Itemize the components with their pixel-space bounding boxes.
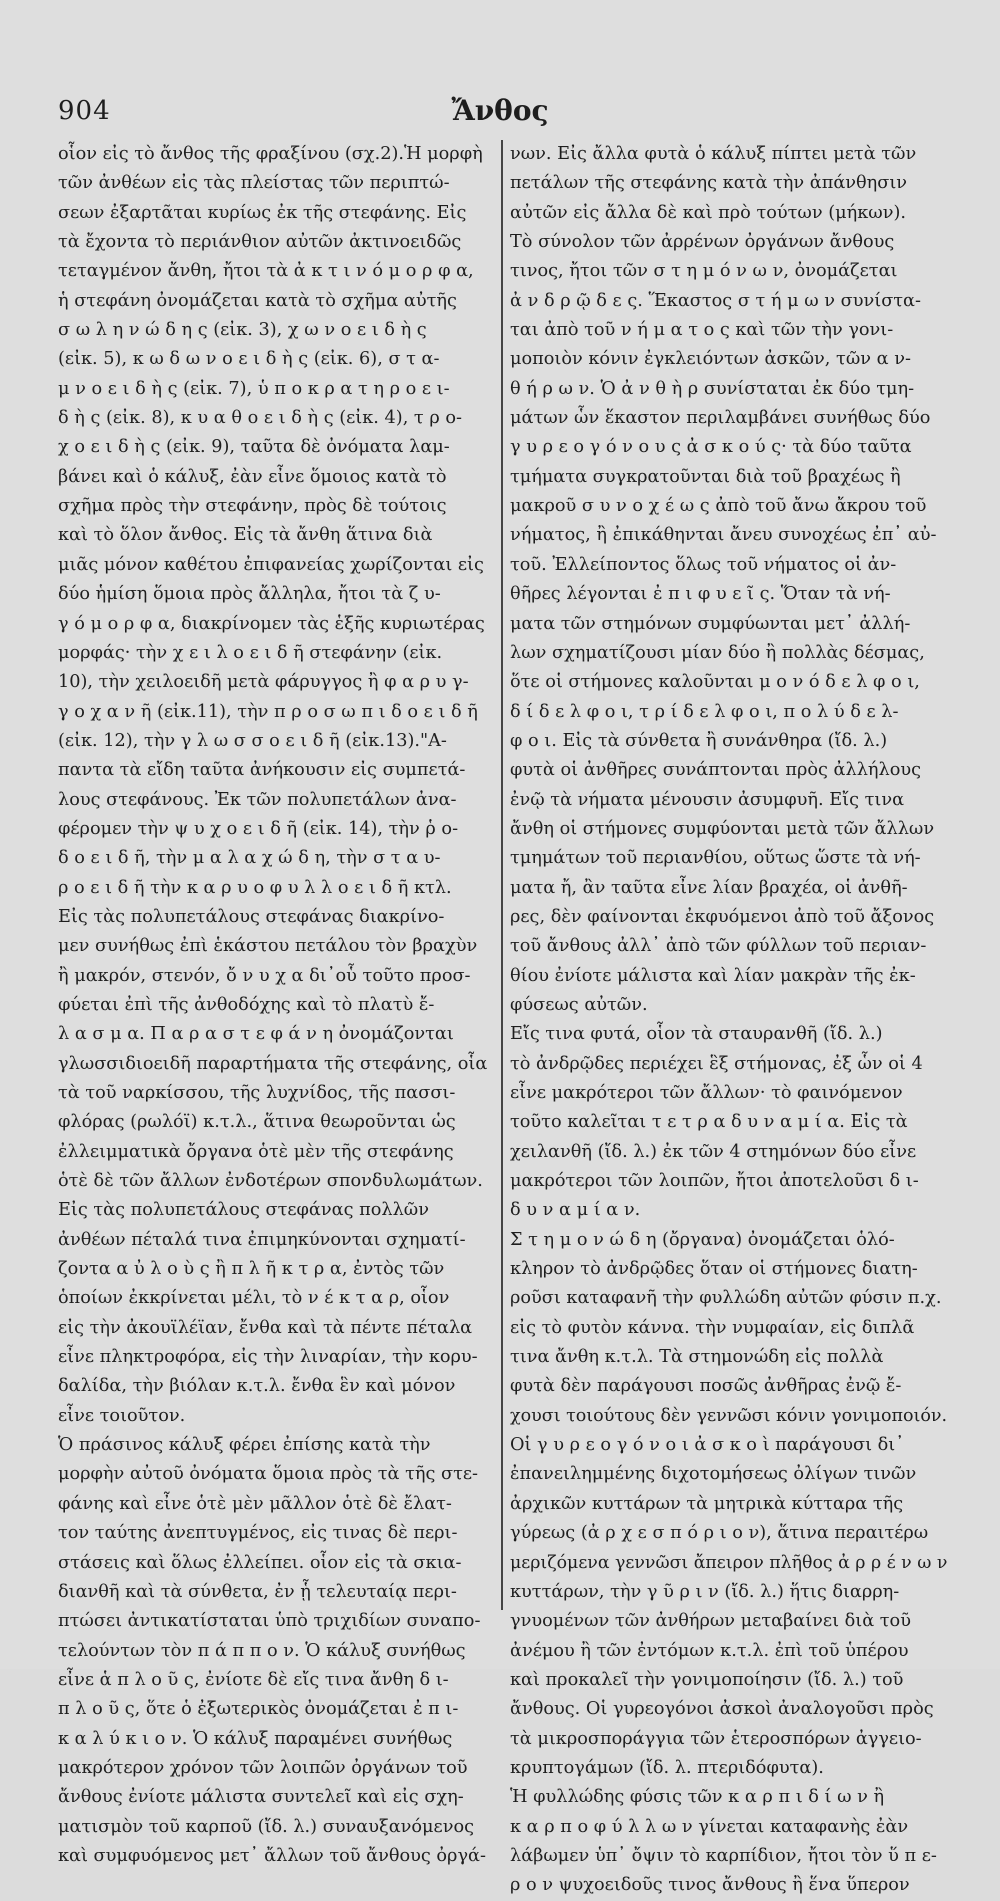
text-line: μάτων ὧν ἕκαστον περιλαμβάνει συνήθως δύο xyxy=(510,408,931,429)
text-line: φέρομεν τὴν ψ υ χ ο ε ι δ ῆ (εἰκ. 14), τὴν ῥ ο- xyxy=(58,818,459,839)
text-line: δ ο ε ι δ ῆ, τὴν μ α λ α χ ώ δ η, τὴν σ τ α υ- xyxy=(58,848,441,869)
text-line: μιᾶς μόνον καθέτου ἐπιφανείας χωρίζονται εἰς xyxy=(58,554,484,575)
text-line: λάβωμεν ὑπ᾽ ὄψιν τὸ καρπίδιον, ἤτοι τὸν ὕ π ε- xyxy=(510,1845,937,1866)
text-line: εἰς τὸ φυτὸν κάννα. τὴν νυμφαίαν, εἰς διπλᾶ xyxy=(510,1317,915,1338)
text-line: τοῦτο καλεῖται τ ε τ ρ α δ υ ν α μ ί α. Εἰς τὰ xyxy=(510,1112,908,1133)
text-line: εἰς τὴν ἀκουϊλέϊαν, ἔνθα καὶ τὰ πέντε πέταλα xyxy=(58,1317,473,1338)
text-line: ὁτὲ δὲ τῶν ἄλλων ἐνδοτέρων σπονδυλωμάτων. xyxy=(58,1171,483,1192)
text-line: δ ὴ ς (εἰκ. 8), κ υ α θ ο ε ι δ ὴ ς (εἰκ. 4), τ ρ ο- xyxy=(58,408,462,429)
column-divider xyxy=(501,140,503,1610)
text-line: ἡ στεφάνη ὀνομάζεται κατὰ τὸ σχῆμα αὐτῆς xyxy=(58,290,457,311)
text-line: τὰ τοῦ ναρκίσσου, τῆς λυχνίδος, τῆς πασσι- xyxy=(58,1083,456,1103)
text-line: μορφὴν αὐτοῦ ὀνόματα ὅμοια πρὸς τὰ τῆς στε- xyxy=(58,1464,479,1485)
text-line: τὸ ἀνδρῷδες περιέχει ἓξ στήμονας, ἐξ ὧν οἱ 4 xyxy=(510,1053,923,1074)
text-line: τεταγμένον ἄνθη, ἤτοι τὰ ἀ κ τ ι ν ό μ ο ρ φ α, xyxy=(58,261,474,282)
text-line: χειλανθῆ (ἴδ. λ.) ἐκ τῶν 4 στημόνων δύο εἶνε xyxy=(510,1141,917,1162)
text-line: μεν συνήθως ἐπὶ ἑκάστου πετάλου τὸν βραχὺν xyxy=(58,936,478,957)
text-line: κυττάρων, τὴν γ ῦ ρ ι ν (ἴδ. λ.) ἥτις διαρρη- xyxy=(510,1581,900,1602)
text-line: μακρότερον χρόνον τῶν λοιπῶν ὀργάνων τοῦ xyxy=(58,1757,468,1778)
text-line: τον ταύτης ἀνεπτυγμένος, εἰς τινας δὲ περι- xyxy=(58,1523,458,1544)
text-line: καὶ προκαλεῖ τὴν γονιμοποίησιν (ἴδ. λ.) τοῦ xyxy=(510,1669,904,1690)
text-line: μ ν ο ε ι δ ὴ ς (εἰκ. 7), ὑ π ο κ ρ α τ η ρ ο ε ι- xyxy=(58,378,450,399)
text-line: εἶνε ἁ π λ ο ῦ ς, ἐνίοτε δὲ εἴς τινα ἄνθη δ ι- xyxy=(58,1669,449,1690)
text-line: Εἰς τὰς πολυπετάλους στεφάνας πολλῶν xyxy=(58,1200,429,1221)
text-line: γύρεως (ἀ ρ χ ε σ π ό ρ ι ο ν), ἅτινα περαιτέρω xyxy=(510,1523,929,1544)
text-line: μακρότεροι τῶν λοιπῶν, ἤτοι ἀποτελοῦσι δ ι- xyxy=(510,1171,919,1192)
text-line: θίου ἐνίοτε μάλιστα καὶ λίαν μακρὰν τῆς ἐκ- xyxy=(510,965,916,986)
text-line: γ ο χ α ν ῆ (εἰκ.11), τὴν π ρ ο σ ω π ι δ ο ε ι δ ῆ xyxy=(58,701,478,722)
text-line: φάνης καὶ εἶνε ὁτὲ μὲν μᾶλλον ὁτὲ δὲ ἔλατ- xyxy=(58,1493,452,1514)
text-line: ματα τῶν στημόνων συμφύωνται μετ᾽ ἀλλή- xyxy=(510,613,911,634)
text-line: μεριζόμενα γεννῶσι ἄπειρον πλῆθος ἀ ρ ρ έ ν ω ν xyxy=(510,1552,948,1573)
text-line: φυτὰ οἱ ἀνθῆρες συνάπτονται πρὸς ἀλλήλους xyxy=(510,760,922,781)
text-line: χ ο ε ι δ ὴ ς (εἰκ. 9), ταῦτα δὲ ὀνόματα λαμ- xyxy=(58,437,450,458)
text-line: κ α λ ύ κ ι ο ν. Ὁ κάλυξ παραμένει συνήθως xyxy=(58,1728,453,1749)
text-line: (εἰκ. 5), κ ω δ ω ν ο ε ι δ ὴ ς (εἰκ. 6), σ τ α- xyxy=(58,349,440,370)
text-line: ρες, δὲν φαίνονται ἐκφυόμενοι ἀπὸ τοῦ ἄξονος xyxy=(510,906,935,927)
text-line: δαλίδα, τὴν βιόλαν κ.τ.λ. ἔνθα ἓν καὶ μόνον xyxy=(58,1376,456,1397)
text-line: τῶν ἀνθέων εἰς τὰς πλείστας τῶν περιπτώ- xyxy=(58,173,450,194)
text-line: ἀ ν δ ρ ῷ δ ε ς. Ἕκαστος σ τ ή μ ω ν συνίστα- xyxy=(510,290,921,311)
right-column xyxy=(510,140,947,1901)
text-line: γ υ ρ ε ο γ ό ν ο υ ς ἀ σ κ ο ύ ς· τὰ δύο ταῦτα xyxy=(510,437,912,458)
text-line: εἶνε πληκτροφόρα, εἰς τὴν λιναρίαν, τὴν κορυ- xyxy=(58,1347,478,1368)
text-line: Σ τ η μ ο ν ώ δ η (ὄργανα) ὀνομάζεται ὁλό- xyxy=(510,1229,895,1250)
text-line: τὰ μικροσποράγγια τῶν ἑτεροσπόρων ἀγγειο- xyxy=(510,1728,922,1749)
text-line: διανθῆ καὶ τὰ σύνθετα, ἐν ᾗ τελευταίᾳ περι- xyxy=(58,1581,457,1602)
text-line: σ ω λ η ν ώ δ η ς (εἰκ. 3), χ ω ν ο ε ι δ ὴ ς xyxy=(58,320,427,341)
text-line: ἀρχικῶν κυττάρων τὰ μητρικὰ κύτταρα τῆς xyxy=(510,1493,904,1514)
text-line: νων. Εἰς ἄλλα φυτὰ ὁ κάλυξ πίπτει μετὰ τῶν xyxy=(510,144,917,164)
text-line: ἀνέμου ἢ τῶν ἐντόμων κ.τ.λ. ἐπὶ τοῦ ὑπέρου xyxy=(510,1640,909,1661)
text-line: Εἰς τὰς πολυπετάλους στεφάνας διακρίνο- xyxy=(58,906,445,927)
text-line: γ ό μ ο ρ φ α, διακρίνομεν τὰς ἑξῆς κυριωτέρας xyxy=(58,613,485,634)
text-line: ὅτε οἱ στήμονες καλοῦνται μ ο ν ό δ ε λ φ ο ι, xyxy=(510,672,920,693)
text-line: κ α ρ π ο φ ύ λ λ ω ν γίνεται καταφανὴς ἐὰν xyxy=(510,1816,909,1837)
text-line: ματα ἤ, ἂν ταῦτα εἶνε λίαν βραχέα, οἱ ἀνθῆ- xyxy=(510,877,908,898)
text-line: ρ ο ν ψυχοειδοῦς τινος ἄνθους ἢ ἕνα ὕπερον xyxy=(510,1875,910,1896)
left-column xyxy=(58,140,495,1871)
text-line: Τὸ σύνολον τῶν ἀρρένων ὀργάνων ἄνθους xyxy=(510,232,895,253)
text-line: ἀνθέων πέταλά τινα ἐπιμηκύνονται σχηματί- xyxy=(58,1229,466,1250)
text-line: νήματος, ἢ ἐπικάθηνται ἄνευ συνοχέως ἐπ᾽ αὐ- xyxy=(510,525,937,546)
text-line: μορφάς· τὴν χ ε ι λ ο ε ι δ ῆ στεφάνην (εἰκ. xyxy=(58,642,443,663)
text-line: ἐλλειμματικὰ ὄργανα ὁτὲ μὲν τῆς στεφάνης xyxy=(58,1141,454,1162)
text-line: ἄνθους ἐνίοτε μάλιστα συντελεῖ καὶ εἰς σχη- xyxy=(58,1787,464,1808)
text-line: ἄνθη οἱ στήμονες συμφύονται μετὰ τῶν ἄλλων xyxy=(510,818,935,839)
text-line: αὐτῶν εἰς ἄλλα δὲ καὶ πρὸ τούτων (μήκων). xyxy=(510,202,906,223)
text-line: τοῦ ἄνθους ἀλλ᾽ ἀπὸ τῶν φύλλων τοῦ περιαν- xyxy=(510,936,927,957)
text-line: τὰ ἔχοντα τὸ περιάνθιον αὐτῶν ἀκτινοειδῶς xyxy=(58,232,462,253)
text-line: 10), τὴν χειλοειδῆ μετὰ φάρυγγος ἢ φ α ρ υ γ- xyxy=(58,672,469,693)
text-line: εἶνε τοιοῦτον. xyxy=(58,1405,186,1426)
page-number: 904 xyxy=(58,96,111,126)
text-line: Οἱ γ υ ρ ε ο γ ό ν ο ι ἀ σ κ ο ὶ παράγουσι δι᾽ xyxy=(510,1435,905,1456)
text-line: στάσεις καὶ ὅλως ἐλλείπει. οἷον εἰς τὰ σκια- xyxy=(58,1552,462,1573)
text-line: φ ο ι. Εἰς τὰ σύνθετα ἢ συνάνθηρα (ἴδ. λ.) xyxy=(510,730,888,751)
text-line: ἄνθους. Οἱ γυρεογόνοι ἀσκοὶ ἀναλογοῦσι πρὸς xyxy=(510,1699,934,1720)
text-line: τοῦ. Ἐλλείποντος ὅλως τοῦ νήματος οἱ ἀν- xyxy=(510,554,897,575)
text-line: φυτὰ δὲν παράγουσι ποσῶς ἀνθῆρας ἐνῷ ἔ- xyxy=(510,1376,902,1397)
text-line: τινα ἄνθη κ.τ.λ. Τὰ στημονώδη εἰς πολλὰ xyxy=(510,1347,884,1368)
text-line: θ ή ρ ω ν. Ὁ ἀ ν θ ὴ ρ συνίσταται ἐκ δύο τμη- xyxy=(510,378,915,399)
text-line: (εἰκ. 12), τὴν γ λ ω σ σ ο ε ι δ ῆ (εἰκ.13)."Α- xyxy=(58,730,447,751)
text-line: μοποιὸν κόνιν ἐγκλειόντων ἀσκῶν, τῶν α ν- xyxy=(510,349,911,370)
text-line: δύο ἡμίση ὅμοια πρὸς ἄλληλα, ἤτοι τὰ ζ υ- xyxy=(58,584,441,605)
running-title: Ἄνθος xyxy=(451,94,549,127)
text-line: Εἴς τινα φυτά, οἷον τὰ σταυρανθῆ (ἴδ. λ.) xyxy=(510,1024,883,1045)
text-line: σχῆμα πρὸς τὴν στεφάνην, πρὸς δὲ τούτοις xyxy=(58,496,447,517)
text-line: βάνει καὶ ὁ κάλυξ, ἐὰν εἶνε ὅμοιος κατὰ τὸ xyxy=(58,466,447,487)
text-line: πετάλων τῆς στεφάνης κατὰ τὴν ἀπάνθησιν xyxy=(510,173,908,194)
text-line: χουσι τοιούτους δὲν γεννῶσι κόνιν γονιμοποιόν. xyxy=(510,1405,948,1426)
text-line: ματισμὸν τοῦ καρποῦ (ἴδ. λ.) συναυξανόμενος xyxy=(58,1816,475,1837)
text-line: δ υ ν α μ ί α ν. xyxy=(510,1200,641,1221)
text-line: γνυομένων τῶν ἀνθήρων μεταβαίνει διὰ τοῦ xyxy=(510,1611,911,1632)
text-line: τμημάτων τοῦ περιανθίου, οὕτως ὥστε τὰ νή- xyxy=(510,848,921,869)
text-line: ἐνῷ τὰ νήματα μένουσιν ἀσυμφυῆ. Εἴς τινα xyxy=(510,789,905,810)
text-line: φλόρας (ρωλόϊ) κ.τ.λ., ἅτινα θεωροῦνται ὡς xyxy=(58,1112,456,1133)
text-line: κρυπτογάμων (ἴδ. λ. πτεριδόφυτα). xyxy=(510,1757,824,1778)
text-line: Ἡ φυλλώδης φύσις τῶν κ α ρ π ι δ ί ω ν ἢ xyxy=(510,1787,885,1808)
text-line: καὶ τὸ ὅλον ἄνθος. Εἰς τὰ ἄνθη ἅτινα διὰ xyxy=(58,525,433,546)
text-line: ται ἀπὸ τοῦ ν ή μ α τ ο ς καὶ τῶν τὴν γονι- xyxy=(510,320,894,341)
text-line: γλωσσιδιοειδῆ παραρτήματα τῆς στεφάνης, οἷα xyxy=(58,1053,488,1074)
text-line: λων σχηματίζουσι μίαν δύο ἢ πολλὰς δέσμας, xyxy=(510,642,925,663)
text-line: τμήματα συγκρατοῦνται διὰ τοῦ βραχέως ἢ xyxy=(510,466,901,487)
text-line: Ὁ πράσινος κάλυξ φέρει ἐπίσης κατὰ τὴν xyxy=(58,1435,431,1456)
text-line: καὶ συμφυόμενος μετ᾽ ἄλλων τοῦ ἄνθους ὀργά- xyxy=(58,1845,486,1866)
text-line: φύεται ἐπὶ τῆς ἀνθοδόχης καὶ τὸ πλατὺ ἔ- xyxy=(58,994,435,1015)
text-line: ροῦσι καταφανῆ τὴν φυλλώδη αὐτῶν φύσιν π.χ. xyxy=(510,1288,942,1309)
text-line: λους στεφάνους. Ἐκ τῶν πολυπετάλων ἀνα- xyxy=(58,789,457,810)
text-line: πτώσει ἀντικατίσταται ὑπὸ τριχιδίων συναπο- xyxy=(58,1611,481,1632)
text-line: οἷον εἰς τὸ ἄνθος τῆς φραξίνου (σχ.2).Ἡ μορφὴ xyxy=(58,144,483,164)
text-line: ἐπανειλημμένης διχοτομήσεως ὀλίγων τινῶν xyxy=(510,1464,917,1485)
text-line: ρ ο ε ι δ ῆ τὴν κ α ρ υ ο φ υ λ λ ο ε ι δ ῆ κτλ. xyxy=(58,877,452,898)
text-line: εἶνε μακρότεροι τῶν ἄλλων· τὸ φαινόμενον xyxy=(510,1083,903,1103)
text-line: σεων ἐξαρτᾶται κυρίως ἐκ τῆς στεφάνης. Εἰς xyxy=(58,202,467,223)
text-line: κληρον τὸ ἀνδρῷδες ὅταν οἱ στήμονες διατη- xyxy=(510,1259,918,1280)
text-line: τινος, ἤτοι τῶν σ τ η μ ό ν ω ν, ὀνομάζεται xyxy=(510,261,898,282)
text-line: ἢ μακρόν, στενόν, ὄ ν υ χ α δι᾽οὗ τοῦτο προσ- xyxy=(58,965,471,986)
text-line: παντα τὰ εἴδη ταῦτα ἀνήκουσιν εἰς συμπετά- xyxy=(58,760,466,781)
text-line: λ α σ μ α. Π α ρ α σ τ ε φ ά ν η ὀνομάζονται xyxy=(58,1024,454,1045)
text-line: φύσεως αὐτῶν. xyxy=(510,994,648,1015)
page-header xyxy=(58,96,942,136)
text-line: π λ ο ῦ ς, ὅτε ὁ ἐξωτερικὸς ὀνομάζεται ἐ π ι- xyxy=(58,1699,459,1720)
text-line: μακροῦ σ υ ν ο χ έ ω ς ἀπὸ τοῦ ἄνω ἄκρου τοῦ xyxy=(510,496,927,517)
text-line: ὁποίων ἐκκρίνεται μέλι, τὸ ν έ κ τ α ρ, οἷον xyxy=(58,1288,450,1309)
text-line: ζοντα α ὐ λ ο ὺ ς ἢ π λ ῆ κ τ ρ α, ἐντὸς τῶν xyxy=(58,1259,445,1280)
text-line: τελούντων τὸν π ά π π ο ν. Ὁ κάλυξ συνήθως xyxy=(58,1640,466,1661)
text-line: δ ί δ ε λ φ ο ι, τ ρ ί δ ε λ φ ο ι, π ο λ ύ δ ε λ- xyxy=(510,701,899,722)
text-line: θῆρες λέγονται ἐ π ι φ υ ε ῖ ς. Ὅταν τὰ νή- xyxy=(510,584,891,605)
